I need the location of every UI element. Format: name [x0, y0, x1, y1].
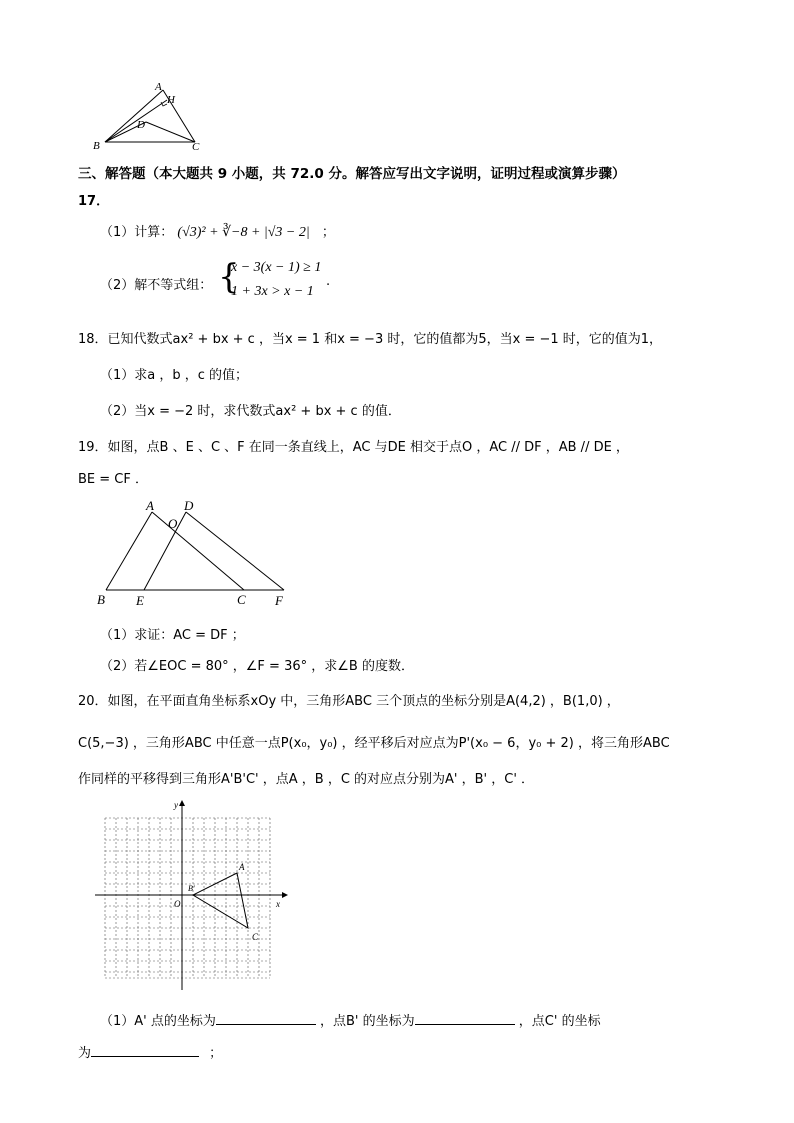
q16-label-D: D: [137, 119, 145, 131]
q19-label-E: E: [136, 593, 144, 608]
q19-label-F: F: [275, 593, 283, 608]
q18-part2: （2）当x = −2 时，求代数式ax² + bx + c 的值．: [100, 404, 401, 419]
q19-stem-line2: BE = CF ．: [78, 472, 148, 487]
q17-number: 17．: [78, 194, 110, 209]
q19-label-A: A: [146, 498, 154, 513]
q20-part1-d: 为: [78, 1046, 92, 1061]
q20-part1-a: （1）A' 点的坐标为: [100, 1014, 216, 1029]
q18-stem: 18．已知代数式ax² + bx + c ，当x = 1 和x = −3 时，它的值都为5，当x = −1 时，它的值为1，: [78, 332, 663, 347]
q20-label-x: x: [276, 899, 280, 909]
q19-label-D: D: [184, 498, 194, 513]
q16-label-C: C: [192, 141, 200, 153]
q19-label-C: C: [237, 592, 246, 607]
q20-label-A: A: [239, 862, 245, 872]
q16-triangle-figure: [88, 78, 208, 153]
q19-stem-line1: 19．如图，点B 、E 、C 、F 在同一条直线上，AC 与DE 相交于点O ，AC // DF ，AB // DE ，: [78, 440, 629, 455]
q18-part1: （1）求a ，b ，c 的值；: [100, 368, 249, 383]
q17-ineq-2: 1 + 3x > x − 1: [231, 284, 314, 299]
q20-label-B: B': [188, 884, 195, 893]
q20-part1-end: ；: [209, 1046, 223, 1061]
answer-blank-c-prime[interactable]: [91, 1044, 199, 1057]
q19-figure: [90, 498, 300, 610]
q16-label-A: A: [155, 81, 162, 93]
q19-part1: （1）求证：AC = DF ；: [100, 628, 245, 643]
q20-coordinate-figure: [90, 798, 290, 994]
q20-triangle-ABC: [193, 873, 248, 928]
q16-label-B: B: [93, 140, 100, 152]
q20-stem-line1: 20．如图，在平面直角坐标系xOy 中，三角形ABC 三个顶点的坐标分别是A(4,2) ，B(1,0) ，: [78, 694, 620, 709]
q17-part1: [100, 221, 335, 241]
q17-part1-expression: (√3)² + ∛−8 + |√3 − 2|: [177, 225, 310, 240]
answer-blank-a-prime[interactable]: [216, 1012, 316, 1025]
q19-label-B: B: [97, 592, 105, 607]
answer-blank-b-prime[interactable]: [415, 1012, 515, 1025]
q20-part1-line1: [100, 1010, 601, 1029]
q17-part1-label: （1）计算：: [100, 225, 174, 240]
q17-part2-end: .: [326, 274, 331, 289]
q19-label-O: O: [168, 516, 178, 531]
q19-part2: （2）若∠EOC = 80° ，∠F = 36° ，求∠B 的度数．: [100, 659, 414, 674]
q17-ineq-1: x − 3(x − 1) ≥ 1: [231, 260, 322, 275]
q16-label-H: H: [167, 94, 175, 106]
q20-grid: [105, 818, 270, 978]
q17-brace: {: [218, 257, 240, 297]
q20-label-O: O: [174, 899, 181, 909]
q20-part1-line2: [78, 1042, 222, 1061]
q20-part1-b: ，点B' 的坐标为: [320, 1014, 415, 1029]
q20-part1-c: ，点C' 的坐标: [518, 1014, 601, 1029]
q20-label-C: C: [252, 932, 259, 942]
q17-part1-end: ；: [321, 225, 335, 240]
q20-label-y: y: [174, 800, 178, 810]
q20-stem-line2: C(5,−3) ，三角形ABC 中任意一点P(x₀，y₀) ，经平移后对应点为P'(x₀ − 6，y₀ + 2) ，将三角形ABC: [78, 736, 670, 751]
section-heading: 三、解答题（本大题共 9 小题，共 72.0 分。解答应写出文字说明，证明过程或演算步骤）: [78, 166, 626, 182]
q20-stem-line3: 作同样的平移得到三角形A'B'C' ，点A ，B ，C 的对应点分别为A' ，B' ，C' ．: [78, 772, 535, 787]
q17-part2-label: （2）解不等式组：: [100, 278, 213, 293]
